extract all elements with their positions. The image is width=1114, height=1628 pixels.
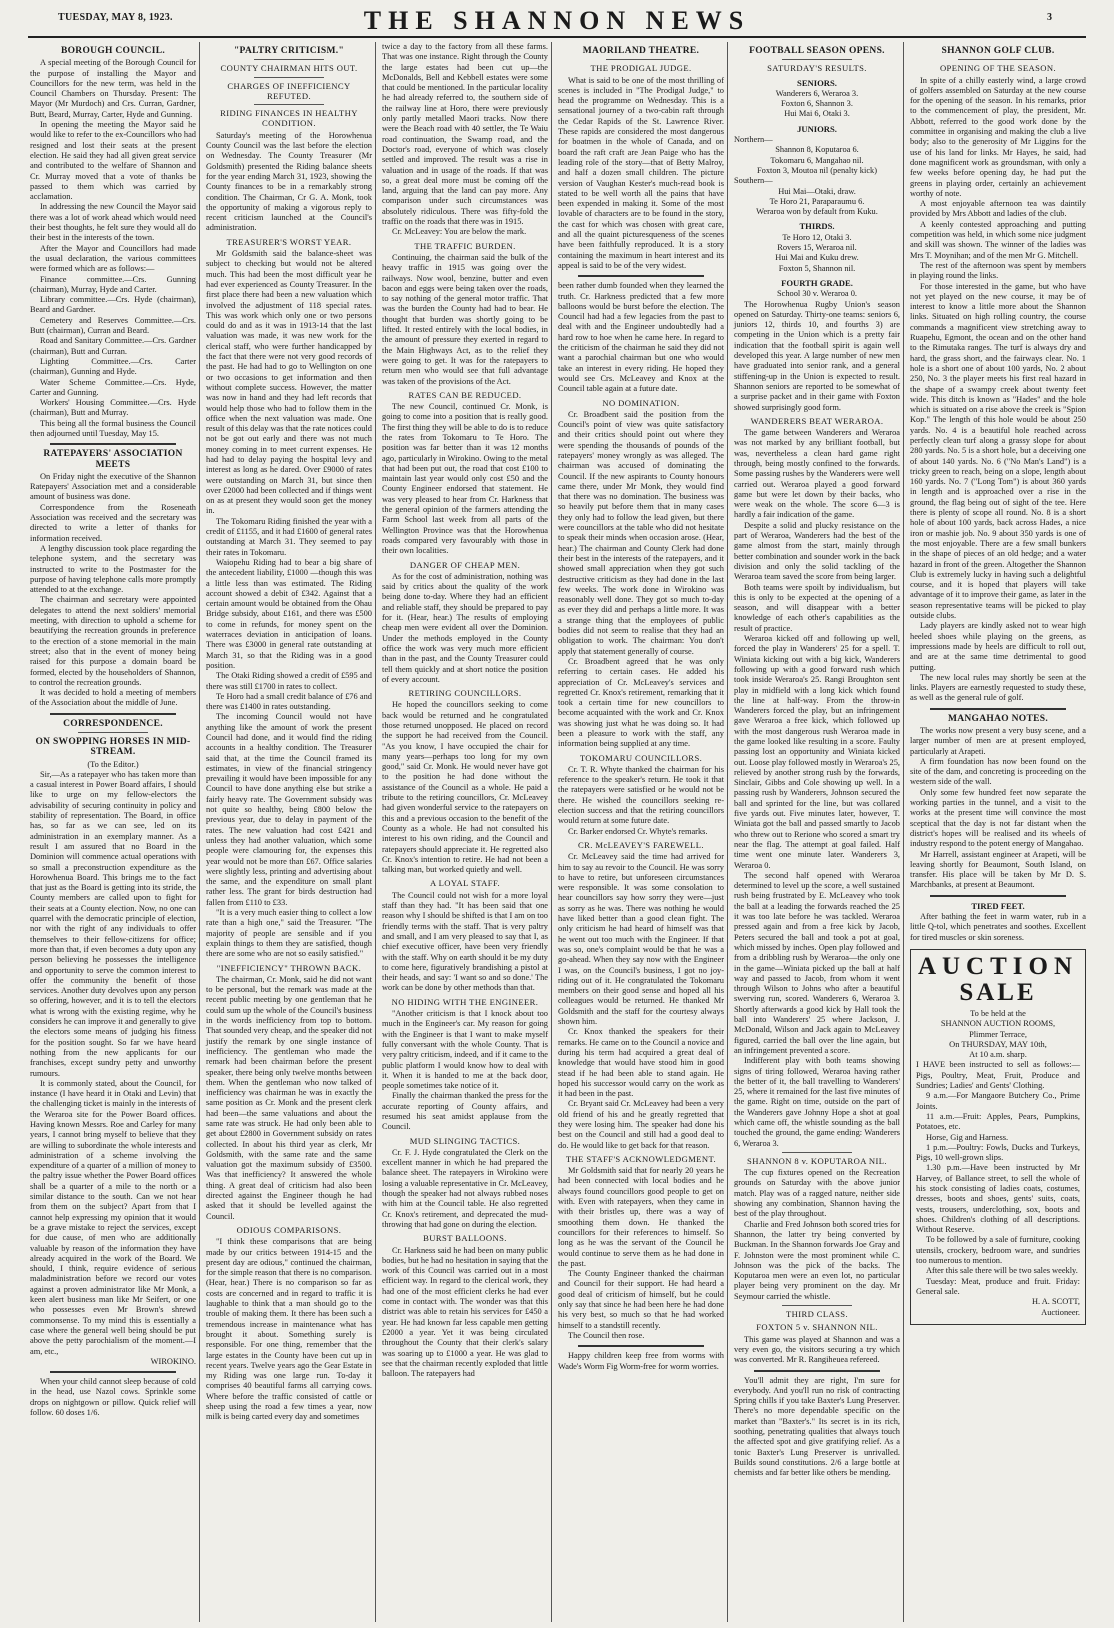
article-paragraph: "Another criticism is that I knock about too much in the Engineer's car. My reason for going with the Engineer is that I want to make myself fully conversant with the whole County. That is very paltry criticism, indeed, and if it came to the public platform I would know how to deal with it. When it is handed to me at the back door, people sometimes take notice of it.: [382, 1009, 548, 1091]
column-4: [556, 42, 726, 1624]
centered-line: Rovers 15, Weraroa nil.: [777, 243, 857, 253]
article-headline: SHANNON GOLF CLUB.: [941, 46, 1055, 56]
article-subheading: SHANNON 8 v. KOPUTAROA NIL.: [747, 1155, 887, 1166]
article-subheading: OPENING OF THE SEASON.: [939, 63, 1057, 74]
auction-body: To be followed by a sale of furniture, cooking utensils, crockery, bedroom ware, and sundries too numerous to mention.: [916, 1235, 1080, 1266]
auction-advertisement: [910, 949, 1086, 1325]
article-paragraph: The chairman and secretary were appointed delegates to attend the next soldiers' memorial meeting, with direction to uphold a scheme for beautifying the recreation grounds in preference to the erection of a stone memorial in the main street; also that in the event of money being raised for this purpose a domain board be formed, elected by the householders of Shannon, to control the recreation grounds.: [30, 595, 196, 687]
centered-line: Tokomaru 6, Mangahao nil.: [770, 155, 864, 165]
section-divider: [578, 1345, 704, 1347]
auctioneer-title: Auctioneer.: [1041, 1307, 1080, 1317]
column-divider: [551, 42, 552, 1622]
article-paragraph: Cemetery and Reserves Committee.—Crs. Butt (chairman), Curran and Beard.: [30, 315, 196, 336]
article-headline: ON SWOPPING HORSES IN MID-STREAM.: [35, 737, 191, 758]
column-5: [732, 42, 902, 1624]
article-headline: CORRESPONDENCE.: [63, 718, 163, 729]
auction-time: At 10 a.m. sharp.: [969, 1050, 1027, 1060]
article-paragraph: Lady players are kindly asked not to wear high heeled shoes while playing on the greens, as impressions made by heels are difficult to roll out, and are at the same time detrimental to good putting.: [910, 621, 1086, 672]
article-paragraph: The Council then rose.: [568, 1330, 645, 1340]
article-paragraph: The Council could not wish for a more loyal staff than they had. "It has been said that one reason why I should be shifted is that I am on too friendly terms with the staff. That is very paltry and small, and I am very pleased to say that I, as chief executive officer, have been very friendly with the staff. Why on earth should it be my duty to come here, figuratively brandishing a pistol at their heads, and say: 'I want so and so done.' The work can be done by other methods than that.: [382, 890, 548, 993]
article-paragraph: Mr Goldsmith said that for nearly 20 years he had been connected with local bodies and he always found councillors good people to get on with. Even with ratepayers, when they came in with their bristles up, there was a way of smoothing them down. He thanked the councillors for their references to himself. So long as he was the servant of the Council he would continue to serve them as he had done in the past.: [558, 1166, 724, 1268]
column-divider: [199, 42, 200, 1622]
section-heading: THIRDS.: [799, 221, 835, 232]
article-paragraph: Correspondence from the Roseneath Association was received and the secretary was directed to write a letter of thanks for information received.: [30, 502, 196, 543]
article-paragraph: This game was played at Shannon and was a very even go, the visitors securing a try which was converted. Mr R. Rangiheuea refereed.: [734, 1334, 900, 1365]
article-paragraph: The new local rules may shortly be seen at the links. Players are earnestly requested to study these, as well as the general rule of golf.: [910, 672, 1086, 703]
article-paragraph: twice a day to the factory from all these farms. That was one instance. Right through the County the large estates had been cut up—the McDonalds, Bell and Kebbell estates were some that could be mentioned. In the particular locality he had already referred to, the southern side of the railway line at Horo, there were previously only partly metalled Maori tracks. Now there were the Beach road with 40 settler, the Te Waiu road continuation, the Swamp road, and the Doctor's road, everyone of which was closely settled and improved. The result was a rise in valuation and in usage of the roads. If that was so, a great deal more must be coming off the land, arguing that the land can pay more. Any comparison under such circumstances was absolutely ridiculous. There was fifty-fold the traffic on the roads that there was in 1915.: [382, 42, 548, 227]
article-paragraph: The Horowhenua Rugby Union's season opened on Saturday. Thirty-one teams: seniors 6, juniors 12, thirds 10, and fourths 3) are competing in the Union which is a pretty fair indication that the football spirit is again well developed this year. A large number of new men have graduated into senior rank, and a general stiffening-up in the Union is expected to result. Shannon seniors are reported to be somewhat of a surprise packet and in their game with Foxton showed surprisingly good form.: [734, 299, 900, 412]
centered-line: Foxton 3, Moutoa nil (penalty kick): [756, 165, 878, 175]
section-heading: TIRED FEET.: [971, 900, 1025, 911]
article-headline: "PALTRY CRITICISM.": [233, 46, 345, 56]
auctioneer-name: H. A. SCOTT,: [1031, 1297, 1080, 1307]
centered-line: Hui Mai—Otaki, draw.: [778, 186, 856, 196]
section-divider: [254, 104, 324, 105]
auction-body: 1 p.m.—Poultry: Fowls, Ducks and Turkeys, Pigs, 10 well-grown slips.: [916, 1142, 1080, 1163]
article-paragraph: Cr. Barker endorsed Cr. Whyte's remarks.: [568, 826, 708, 836]
article-subheading: CHARGES OF INEFFICIENCY REFUTED.: [227, 80, 351, 101]
article-subheading: BURST BALLOONS.: [423, 1233, 507, 1244]
article-paragraph: On Friday night the executive of the Shannon Ratepayers' Association met and a considerable amount of business was done.: [30, 471, 196, 502]
article-paragraph: A firm foundation has now been found on the site of the dam, and concreting is proceeding on the western side of the wall.: [910, 756, 1086, 787]
centered-line: Hui Mai and Kuku drew.: [775, 253, 859, 263]
article-headline: FOOTBALL SEASON OPENS.: [749, 46, 885, 56]
article-paragraph: Waiopehu Riding had to bear a big share of the antecedent liability, £1000 —though this was a little less than was estimated. The Riding account showed a debit of £342. Against that a certain amount would be obtained from the Ohau Bridge subsidy, about £161, and there was £500 to come in refunds, for money spent on the waterraces deviation in anticipation of loans. There was £3000 in general rate outstanding at March 31, so that the Riding was in a good position.: [206, 557, 372, 670]
article-paragraph: A keenly contested approaching and putting competition was held, in which some nice judgment and skill was shown. The winner of the ladies was Mrs T. Moynihan; and of the men Mr G. Mitchell.: [910, 219, 1086, 260]
article-subheading: ODIOUS COMPARISONS.: [236, 1224, 342, 1235]
article-paragraph: Water Scheme Committee.—Crs. Hyde, Carter and Gunning.: [30, 377, 196, 397]
section-divider: [930, 708, 1066, 710]
masthead-rule: [28, 36, 1086, 38]
article-headline: MAORILAND THEATRE.: [582, 46, 700, 56]
article-paragraph: As for the cost of administration, nothing was said by critics about the quality of the work being done to-day. Where they had an efficient and reliable staff, they should be prepared to pay for it. (Hear, hear.) The results of employing cheap men were evident all over the Dominion. Under the methods employed in the County office the work was very much more efficient than in the past, and the County Treasurer could tell them quickly and at short notice the position of every account.: [382, 571, 548, 684]
section-divider: [782, 1305, 852, 1306]
issue-date: TUESDAY, MAY 8, 1923.: [58, 12, 173, 23]
article-subheading: THE STAFF'S ACKNOWLEDGMENT.: [565, 1153, 717, 1164]
article-paragraph: Cr. Broadbent agreed that he was only referring to certain cases. He added his appreciation of Cr. McLeavey's services and regretted Cr. Knox's retirement, remarking that it took a certain time for new councillors to become acquainted with the work and Cr. Knox was showing just what he was doing so. It had been a pleasure to work with the staff, any information being supplied at any time.: [558, 656, 724, 749]
article-paragraph: Weraroa kicked off and following up well, forced the play in Wanderers' 25 for a spell. T. Winiata kicking out with a big kick, Wanderers following up with a good forward rush which took inside Weraroa's 25. Rangi Broughton sent play in midfield with a long kick which found the line at half-way. From the throw-in Wanderers forced the play, but an infringement gave Weraroa a free kick, which followed up with the most dangerous rush Weraroa made in the game looked like resulting in a score. Faulty passing lost an opportunity and Winiata kicked out. Loose play followed mostly in Weraroa's 25, relieved by another strong rush by the forwards, Sinclair, Gibbs and Cole showing up well. In a passing rush by Wanderers, Johnson secured the ball and sprinted for the line, but was collared five yards out. Five minutes later, however, T. Winiata got the ball and passed smartly to Jacob who threw out to Rerione who scored a smart try near the flag. The attempt at goal failed. Half time went one minute later. Wanderers 3, Weraroa 0.: [734, 634, 900, 870]
article-paragraph: The works now present a very busy scene, and a larger number of men are at present employed, particularly at Arapeti.: [910, 726, 1086, 756]
article-paragraph: It is commonly stated, about the Council, for instance (I have heard it in Otaki and Levin) that the challenging ticket is mainly in the interests of the Weraroa site for the Power Board offices. Having known Messrs. Roe and Carley for many years, I cannot bring myself to believe that they are willing to subordinate the whole interests and administration of a scheme involving the expenditure of a quarter of a million of money to the paltry issue whether the Power Board offices shall be a quarter of a mile to the north or a similar distance to the south. Can we not hear from them on the subject? Apart from that I cannot help expressing my opinion that it would be a grave mistake to reject the services, except for due cause, of men who are additionally valuable by reason of the information they have already acquired in the work of the Board. We should, I think, require evidence of serious maladministration before we record our votes against a proven administrator like Mr Monk, a keen alert business man like Mr Seifert, or one who possesses even Mr Brown's shrewd commonsense. To my mind this is essentially a case where the general well being should be put above the petty parochialism of the moment.—I am, etc.,: [30, 1078, 196, 1356]
article-subheading: CR. McLEAVEY'S FAREWELL.: [578, 839, 704, 850]
centered-line: Shannon 8, Koputaroa 6.: [775, 145, 859, 155]
section-divider: [782, 1152, 852, 1153]
article-paragraph: Cr. F. J. Hyde congratulated the Clerk on the excellent manner in which he had prepared the balance sheet. The ratepayers in Wirokino were losing a valuable representative in Cr. McLeavey, though the speaker had not always rubbed noses with him at the Council table. He also regretted Cr. Knox's retirement, and deprecated the mud-throwing that had gone on during the election.: [382, 1147, 548, 1229]
article-paragraph: A most enjoyable afternoon tea was daintily provided by Mrs Abbott and ladies of the club.: [910, 199, 1086, 219]
article-paragraph: Charlie and Fred Johnson both scored tries for Shannon, the latter try being converted by Buckman. In the Shannon forwards Joe Gray and F. Johnston were the most prominent while C. Johnson was the pick of the backs. The Koputaroa men were an even lot, no particular player being very prominent on the day. Mr Seymour carried the whistle.: [734, 1219, 900, 1301]
article-paragraph: You'll admit they are right, I'm sure for everybody. And you'll run no risk of contracting Spring chills if you take Baxter's Lung Preserver. There's no more dependable specific on the market than "Baxter's." Its secret is in its rich, soothing, penetrating qualities that always touch the affected spot and give gratifying relief. As a tonic Baxter's Lung Preserver is unrivalled. Builds sound constitutions. 2/6 a large bottle at chemists and far better like others be mending.: [734, 1375, 900, 1478]
article-subheading: RIDING FINANCES IN HEALTHY CONDITION.: [220, 108, 358, 129]
article-paragraph: "It is a very much easier thing to collect a low rate than a high one," said the Treasurer. "The majority of people are sensible and if you explain things to them they are satisfied, though there are some who are not so easily satisfied.": [206, 908, 372, 959]
auction-body: Horse, Gig and Harness.: [926, 1132, 1009, 1142]
article-paragraph: Finance committee.—Crs. Gunning (chairman), Murray, Hyde and Carter.: [30, 274, 196, 294]
article-paragraph: Only some few hundred feet now separate the working parties in the tunnel, and a visit to the works at the present time will convince the most sceptical that the day is not far distant when the district's hopes will be realised and its wheels of industry respond to the potent energy of Mangahao.: [910, 787, 1086, 849]
article-paragraph: Finally the chairman thanked the press for the accurate reporting of County affairs, and resumed his seat amidst applause from the Council.: [382, 1091, 548, 1132]
article-paragraph: Te Horo had a small credit balance of £76 and there was £1400 in rates outstanding.: [206, 691, 372, 712]
article-paragraph: When your child cannot sleep because of cold in the head, use Nazol cows. Sprinkle some drops on nightgown or pillow. Quick relief will follow. 60 doses 1/6.: [30, 1377, 196, 1417]
article-paragraph: The new Council, continued Cr. Monk, is going to come into a position that is really good. The first thing they will be able to do is to reduce the rates from Tokomaru to Te Horo. The position was far better than it was 12 months ago, particularly in Wirokino. Owing to the metal that had been put out, the road that cost £100 to maintain last year would only cost £50 and the County Engineer endorsed that statement. He was very pleased to hear from Cr. Harkness that the general opinion of the farmers attending the Farm School last week from all parts of the Wellington Province was that the Horowhenua roads compared very favourably with those in their own localities.: [382, 402, 548, 556]
article-subheading: TOKOMARU COUNCILLORS.: [579, 752, 703, 763]
centered-line: Wanderers 6, Weraroa 3.: [775, 88, 859, 98]
column-2: [204, 42, 374, 1624]
article-subheading: NO DOMINATION.: [602, 397, 680, 408]
section-heading: SENIORS.: [797, 77, 837, 88]
article-subheading: SATURDAY'S RESULTS.: [767, 63, 867, 74]
article-paragraph: Road and Sanitary Committee.—Crs. Gardner (chairman), Butt and Curran.: [30, 336, 196, 356]
article-paragraph: The game between Wanderers and Weraroa was not marked by any brilliant football, but was, nevertheless a clean hard game right through, being mostly confined to the forwards. Some passing rushes by the Wanderers were well carried out. Weraroa played a good forward game but were let down by their backs, who were weak on the whole. The score 6—3 is hardly a fair indication of the game.: [734, 428, 900, 520]
section-divider: [78, 732, 148, 733]
article-paragraph: Saturday's meeting of the Horowhenua County Council was the last before the election on Wednesday. The County Treasurer (Mr Goldsmith) presented the Riding balance sheets for the year ending March 31, 1923, showing the County finances to be in a remarkably strong condition. The Chairman, Cr G. A. Monk, took the opportunity of making a vigorous reply to recent criticism launched at the Council's administration.: [206, 130, 372, 233]
centered-line: Te Horo 21, Paraparaumu 6.: [769, 196, 865, 206]
auction-body: I HAVE been instructed to sell as follows:—Pigs, Poultry, Meat, Fruit, Produce and Sundries; Ladies' and Gents' Clothing.: [916, 1060, 1080, 1091]
article-paragraph: "I think these comparisons that are being made by our critics between 1914-15 and the present day are odious," continued the chairman, for the simple reason that there is no comparison. (Hear, hear.) There is no comparison so far as costs are concerned and in regard to traffic it is laughable to think that a man should go to the trouble of making them. It there has been such a tremendous increase in maintenance what has brought it about. Something surely is responsible. For one thing, remember that the large estates in the County have been cut up in recent years. Twelve years ago the Gear Estate in my Riding was one large run. To-day it comprises 40 beautiful farms all carrying cows. Where before the traffic consisted of cattle or sheep using the road a few times a year, now milk is being carted every day and sometimes: [206, 1237, 372, 1422]
article-paragraph: Cr. Broadbent said the position from the Council's point of view was quite satisfactory and their critics should point out where they were spending the thousands of pounds of the ratepayers' money wrongly as was alleged. The chairman was accused of dominating the Council. If the new aspirants to County honours came there, under Mr Monk, they would find that there was no domination. The business was so heavily put before them that in many cases they only had to follow the lead given, but there were councillors at the table who did not hesitate to speak their minds when occasion arose. (Hear, hear.) The chairman and County Clerk had done their best in the interests of the ratepayers, and it showed small appreciation when they got such destructive criticism as they had done in the last few weeks. The work done in Wirokino was reasonably well done. They got so much to-day as ever they did and perhaps a little more. It was a strange thing that the employees of public bodies did not seem to realise that they had an obligation to work. The chairman: You don't apply that statement generally of course.: [558, 409, 724, 656]
article-paragraph: The County Engineer thanked the chairman and Council for their support. He had heard a good deal of criticism of himself, but he could only say that since he had been here he had done his very best, so much so that he had worked himself to a standstill recently.: [558, 1269, 724, 1330]
column-divider: [727, 42, 728, 1622]
article-paragraph: Mr Harrell, assistant engineer at Arapeti, will be leaving shortly for Beaumont, South Island, on transfer. His place will be taken by Mr D. S. Marchbanks, at present at Beaumont.: [910, 849, 1086, 890]
centered-line: Foxton 6, Shannon 3.: [781, 99, 853, 109]
article-subheading: THE PRODIGAL JUDGE.: [590, 63, 692, 74]
column-1: [28, 42, 198, 1624]
article-paragraph: Indifferent play with both teams showing signs of tiring followed, Weraroa having rather the better of it, the ball travelling to Wanderers' 25, where it remained for the last five minutes of the game. Right on time, outside on the part of the Wanderers gave Johnny Hope a shot at goal which came off, the whistle sounding as the ball touched the ground, the game ending: Wanderers 6, Weraroa 3.: [734, 1056, 900, 1148]
auction-date: On THURSDAY, MAY 10th,: [949, 1039, 1047, 1049]
article-subheading: THIRD CLASS.: [785, 1309, 849, 1320]
article-paragraph: Both teams were spoilt by individualism, but this is only to be expected at the opening of a season, and will disappear with a better knowledge of each other's capabilities as the result of practice.: [734, 582, 900, 633]
article-paragraph: A special meeting of the Borough Council for the purpose of installing the Mayor and Councillors for the new term, was held in the Council Chambers on Thursday. Present: The Mayor (Mr Murdoch) and Crs. Curran, Gardner, Butt, Beard, Murray, Carter, Hyde and Gunning.: [30, 58, 196, 119]
newspaper-title: THE SHANNON NEWS: [363, 6, 751, 35]
column-divider: [375, 42, 376, 1622]
article-subheading: DANGER OF CHEAP MEN.: [409, 559, 521, 570]
article-subheading: MUD SLINGING TACTICS.: [409, 1135, 521, 1146]
article-subheading: A LOYAL STAFF.: [429, 878, 501, 889]
section-divider: [254, 59, 324, 60]
article-subheading: RETIRING COUNCILLORS.: [408, 688, 522, 699]
article-paragraph: Cr. Knox thanked the speakers for their remarks. He came on to the Council a novice and during his term had acquired a great deal of knowledge that would have stood him in good stead if he had been able to stand again. He hoped his successor would carry on the work as it had been in the past.: [558, 1027, 724, 1099]
auction-heading: AUCTION: [917, 952, 1079, 980]
article-subheading: "INEFFICIENCY" THROWN BACK.: [216, 962, 362, 973]
article-paragraph: In spite of a chilly easterly wind, a large crowd of golfers assembled on Saturday at the new course for the opening of the season. In his remarks, prior to the commencement of play, the president, Mr. Abbott, referred to the good work done by the committee in organising and making the club a live body; also to the generosity of Mr Liggins for the use of his land for links. Mr Hayes, he said, had done magnificent work as groundsman, with only a few weeks before opening day, he had put the greens in playing order, certainly an achievement worthy of note.: [910, 75, 1086, 198]
article-paragraph: Happy children keep free from worms with Wade's Worm Fig Worm-free for worm worries.: [558, 1351, 724, 1371]
article-subheading: TREASURER'S WORST YEAR.: [226, 236, 352, 247]
section-divider: [958, 59, 1038, 60]
page-number: 3: [1047, 12, 1052, 23]
article-paragraph: Sir,—As a ratepayer who has taken more than a casual interest in Power Board affairs, I should like to urge on my fellow-electors the advisability of securing continuity in policy and stability of representation. The Board, in office has, so far as we can see, led on its administration in an exemplary manner. As a result I am assured that no Board in the Dominion will commence actual operations with so small a preconstruction expenditure as the Horowhenua Board. This brings me to the fact that just as the Board is getting into its stride, the County members are called upon to fight for their seats at a County election. Now, no one can quarrel with the democratic principle of election, nor with the right of any individuals to offer themselves to their fellow-citizens for office; more than that, if even becomes a duty upon any person believing he possesses the intelligence and opportunity to serve the common interest to offer the community the benefit of those services. Another duty devolves upon any person so offering, however, and it is to tell the electors what is wrong with the existing regime, why he considers he can improve it and generally to give the electors some means of judging his fitness for the position sought. So far we have heard nothing from the new applicants for our franchises, except sundry petty and unworthy rumours.: [30, 769, 196, 1078]
article-paragraph: Continuing, the chairman said the bulk of the heavy traffic in 1915 was going over the railways. Now wool, benzine, butter and even bacon and eggs were being taken over the roads, to say nothing of the general motor traffic. That was the burden the County had had to bear. He thought that burden was shortly going to be lifted. It rested entirely with the local bodies, in the amount of pressure they exerted in regard to the Main Highways Act, as to the relief they were going to get. It was for the ratepayers to return men who would see that full advantage was taken of the provisions of the Act.: [382, 252, 548, 386]
article-paragraph: In opening the meeting the Mayor said he would like to refer to the ex-Councillors who had resigned and lost their seats at the present election. He said they had all given great service and contributed to the welfare of Shannon and Cr. Murray moved that a vote of thanks be passed to them which was carried by acclamation.: [30, 120, 196, 202]
article-subheading: COUNTY CHAIRMAN HITS OUT.: [220, 63, 358, 74]
centered-line: Hui Mai 6, Otaki 3.: [784, 109, 850, 119]
signature: WIROKINO.: [150, 1356, 196, 1366]
centered-line: Foxton 5, Shannon nil.: [778, 263, 856, 273]
article-paragraph: He hoped the councillors seeking to come back would be returned and he congratulated those returned unopposed. He placed on record the support he had received from the Council. "As you know, I have occupied the chair for many years—perhaps too long for my own good," said Cr. Monk. He would never have got to the position he had done without the assistance of the Council as a whole. He paid a tribute to the retiring councillors, Cr. McLeavey had given wonderful service to the ratepayers on this and a previous occasion to the benefit of the County as a whole. He had not consulted his interest to his own riding, and the Council and ratepayers should appreciate it. He regretted also Cr. Knox's intention to retire. He had not been a talking man, but worked quietly and well.: [382, 700, 548, 875]
article-paragraph: In addressing the new Council the Mayor said there was a lot of work ahead which would need their best thoughts, he felt sure they would all do their best in the interests of the town.: [30, 202, 196, 243]
article-paragraph: The cup fixtures opened on the Recreation grounds on Saturday with the above junior match. Play was of a ragged nature, neither side showing any combination, Shannon having the best of the play throughout.: [734, 1168, 900, 1219]
column-divider: [903, 42, 904, 1622]
article-paragraph: For those interested in the game, but who have not yet played on the new course, it may be of interest to know a little more about the Shannon links. Situated on high rolling country, the course commands a magnificent view stretching away to Ruapehu, Egmont, the ocean and on the other hand to the Rimutaka ranges. The turf is always dry and hard, the grass short, and the fairways clear. No. 1 hole is a short one of about 100 yards, No. 2 about 250, No. 3 the player meets his first real hazard in the shape of a swampy creek about twenty feet wide. This ditch is known as "Hades" and the hole which is situated on a rise above the creek is "Spion Kop." The length of this hole would be about 250 yards. No. 4 is a beautiful hole reached across perfectly clean turf along a grassy slope for about 280 yards. No. 5 is a short hole, but a deceiving one of about 140 yards. No. 6 ("No Man's Land") is a tricky green to reach, being on a slope, length about 160 yards. No. 7 ("Long Tom") is about 360 yards in length and is approached over a rise in the ground, the flag being out of sight of the tee. Here there is plenty of scope all round. No. 8 is a short hole of about 100 yards, back across Hades, a nice iron or mashie job. No. 9 about 350 yards is one of the most enjoyable. There are a few small bunkers in the shape of pieces of an old hedge; and a water hazard in front of the green. Altogether the Shannon Club is extremely lucky in having such a delightful course, and it is hoped that players will take advantage of it to improve their game, as later in the season representative teams will be picked to play outside clubs.: [910, 281, 1086, 621]
auction-address: Plimmer Terrace,: [969, 1029, 1027, 1039]
article-paragraph: Workers' Housing Committee.—Crs. Hyde (chairman), Butt and Murray.: [30, 398, 196, 418]
article-paragraph: This being all the formal business the Council then adjourned until Tuesday, May 15.: [30, 418, 196, 438]
article-paragraph: Northern—: [734, 135, 773, 145]
auction-body: After this sale there will be two sales weekly.: [926, 1266, 1078, 1276]
article-subheading: WANDERERS BEAT WERAROA.: [750, 415, 884, 426]
masthead: [0, 0, 1114, 36]
section-divider: [50, 713, 176, 715]
article-paragraph: The second half opened with Weraroa determined to level up the score, a well sustained rush being frustrated by E. McLeavey who took the ball at a leading the forwards reached the 25 it was too late before he was tackled. Weraroa pressed again and from a free kick by Jacob, Peters secured the ball and took a pot at goal, which missed by inches. Open play followed and from a dribbling rush by Weraroa—the only one in the game—Winiata picked up the ball at half way and passed to Jacob, from whom it went through Wilson to Johns who after a beautiful swerving run, scored. Wanderers 6, Weraroa 3. Shortly afterwards a good kick by Hall took the ball into Wanderers' 25 where Jackson, J. McDonald, Wilson and Jack again to McLeavey figured, carried the ball over the line again, but an infringement prevented a score.: [734, 870, 900, 1055]
column-6: [908, 42, 1088, 1624]
section-divider: [606, 59, 676, 60]
column-3: [380, 42, 550, 1624]
section-divider: [782, 59, 852, 60]
article-paragraph: The Otaki Riding showed a credit of £595 and there was still £1700 in rates to collect.: [206, 671, 372, 691]
article-paragraph: Cr. McLeavey: You are below the mark.: [392, 227, 527, 237]
article-paragraph: Library committee.—Crs. Hyde (chairman), Beard and Gardner.: [30, 295, 196, 315]
article-headline: BOROUGH COUNCIL.: [60, 46, 166, 56]
article-paragraph: It was decided to hold a meeting of members of the Association about the middle of June.: [30, 688, 196, 708]
article-paragraph: After the Mayor and Councillors had made the usual declaration, the various committees were formed which are as follows:—: [30, 243, 196, 274]
centered-line: Weraroa won by default from Kuku.: [756, 207, 878, 217]
section-divider: [50, 443, 176, 445]
auction-line: To be held at the: [970, 1008, 1026, 1018]
centered-line: School 30 v. Weraroa 0.: [776, 289, 858, 299]
sale-heading: SALE: [959, 978, 1037, 1006]
article-paragraph: Cr. Bryant said Cr. McLeavey had been a very old friend of his and he greatly regretted that they were losing him. The speaker had done his best on the Council and still had a good deal to do. He would like to get back for that reason.: [558, 1099, 724, 1150]
article-paragraph: The Tokomaru Riding finished the year with a credit of £1155, and it had £1600 of general rates outstanding at March 31. They seemed to pay their rates in Tokomaru.: [206, 516, 372, 557]
article-headline: RATEPAYERS' ASSOCIATION MEETS: [43, 449, 183, 470]
article-paragraph: What is said to be one of the most thrilling of scenes is included in "The Prodigal Judge," to head the programme on Wednesday. This is a sensational journey of a two-cabin raft through the Cedar Rapids of the St. Lawrence River. These rapids are considered the most dangerous for boatmen in the whole of Canada, and on board the raft craft are Jean Paige who has the leading role of the story—that of Betty Malroy, and half a dozen small children. The picture version of Vaughan Kester's much-read book is stated to be well worth all the pains that have been expended in making it. Some of the most lovable of characters are to be found in the story, the cast for which was chosen with great care, and all the quaint picturesqueness of the scenes have been faithfully reproduced. It is a story containing the maximum in heart interest and its appeal is said to be of the very widest.: [558, 75, 724, 270]
section-divider: [254, 77, 324, 78]
article-paragraph: Lighting Committee.—Crs. Carter (chairman), Gunning and Hyde.: [30, 356, 196, 377]
centered-line: (To the Editor.): [87, 759, 139, 769]
article-headline: MANGAHAO NOTES.: [947, 713, 1049, 724]
article-paragraph: Cr. Harkness said he had been on many public bodies, but he had no hesitation in saying that the work of this Council was carried out in a most efficient way. In regard to the clerical work, they had one of the most efficient clerks he had ever come in contact with. The wonder was that this district was able to retain his services for £450 a year. He had known far less capable men getting £2000 a year. Yet it was being circulated throughout the County that their clerk's salary was soaring up to £1000 a year. He was glad to see that the chairman recently exploded that little balloon. The ratepayers had: [382, 1245, 548, 1379]
centered-line: Te Horo 12, Otaki 3.: [782, 232, 852, 242]
article-paragraph: The rest of the afternoon was spent by members in playing round the links.: [910, 260, 1086, 281]
article-paragraph: After bathing the feet in warm water, rub in a little Q-tol, which penetrates and soothes. Excellent for tired muscles or skin soreness.: [910, 912, 1086, 942]
auction-body: 11 a.m.—Fruit: Apples, Pears, Pumpkins, Potatoes, etc.: [916, 1111, 1080, 1132]
article-subheading: THE TRAFFIC BURDEN.: [414, 240, 516, 251]
article-paragraph: Despite a solid and plucky resistance on the part of Weraroa, Wanderers had the best of the game almost from the start, mainly through better combination and sounder work in the back division and only the solid tackling of the Weraroa team saved the score from being larger.: [734, 520, 900, 582]
section-heading: JUNIORS.: [797, 123, 837, 134]
article-subheading: NO HIDING WITH THE ENGINEER.: [391, 996, 539, 1007]
auction-body: 9 a.m.—For Mangaore Butchery Co., Prime Joints.: [916, 1091, 1080, 1111]
article-subheading: FOXTON 5 v. SHANNON NIL.: [756, 1322, 878, 1333]
article-paragraph: The incoming Council would not have anything like the amount of work the present Council had done, and it would find the riding accounts in a healthy condition. The Treasurer said that, at the time the Council framed its estimates, in view of the financial stringency prevailing it would have been impossible for any Council to have done anything else but strike a fairly heavy rate. The Government subsidy was not quite so healthy, being £800 below the previous year, due to delay in payment of the rates. The new valuation had cost £421 and unless they had another valuation, which some people were clamouring for, the expenses this year would not be more than £67. Office salaries were slightly less, printing and advertising about the same, and the expenditure on small plant rather less. The grant for birds destruction had fallen from £110 to £33.: [206, 712, 372, 907]
article-paragraph: been rather dumb founded when they learned the truth. Cr. Harkness predicted that a few more balloons would be burst before the election. The Council had had a few legacies from the past to deal with and the Engineer undoubtedly had a hard row to hoe when he came here. In regard to the criticism of the chairman he said they did not want a parochial chairman but one who would take an interest in every riding. He hoped they would see Crs. McLeavey and Knox at the Council table again at a future date.: [558, 281, 724, 394]
article-subheading: RATES CAN BE REDUCED.: [408, 389, 522, 400]
section-divider: [50, 1371, 176, 1373]
section-divider: [754, 1370, 880, 1372]
article-paragraph: Southern—: [734, 176, 773, 186]
auction-body: Tuesday: Meat, produce and fruit. Friday: General sale.: [916, 1276, 1080, 1296]
article-paragraph: Mr Goldsmith said the balance-sheet was subject to checking but would not be altered much. This had been the most difficult year he had ever experienced as County Treasurer. In the first place there had been a new valuation which involved the adjustment of 118 special rates. This was work which only one or two persons could do and as it was in 1913-14 that the last valuation was made, it was new work for the clerical staff, who were further handicapped by the fact that there were not very good records of the past. He had had to go to Wellington on one or two occasions to get information and then without complete success. However, the matter was now in hand and they had left records that would help those who had to follow them in the office when the next valuation was made. One result of this delay was that the rate notices could not be got out early and there was not much money coming in to meet current expenses. He had had to delay paying the hospital levy and interest as long as he dared. Over £9000 of rates were outstanding on March 31, but since then over £2000 had been collected and if things went on as at present they would soon get the money in.: [206, 249, 372, 516]
section-heading: FOURTH GRADE.: [781, 277, 853, 288]
auction-venue: SHANNON AUCTION ROOMS,: [940, 1019, 1056, 1029]
section-divider: [930, 895, 1066, 897]
article-paragraph: The chairman, Cr. Monk, said he did not want to be personal, but the remark was made at the recent public meeting by one gentleman that he could sum up the whole of the Council's business in the words inefficiency from top to bottom. That sounded very cheap, and the speaker did not justify the remark by one single instance of inefficiency. The gentleman who made the remark had been chairman before the present speaker, there being only twelve months between them. When the gentleman who now talked of inefficiency was chairman he was in exactly the same position as Cr. Monk and the present clerk had been—the same valuations and about the same rate was struck. He had only been able to get about £2800 in Government subsidy on rates collected. In about his third year as clerk, Mr Goldsmith, with the same rate and the same valuation got the maximum subsidy of £3500. Was that inefficiency? It answered the whole thing. A great deal of criticism had also been directed against the Engineer though he had asked that it should be levelled against the Council.: [206, 974, 372, 1221]
article-paragraph: Cr. T. R. Whyte thanked the chairman for his reference to the speaker's return. He took it that the ratepayers were satisfied or he would not be there. He wished the councillors seeking re-election success and that the retiring councillors would return at some future date.: [558, 764, 724, 826]
article-paragraph: A lengthy discussion took place regarding the telephone system, and the secretary was instructed to write to the Postmaster for the purpose of having telephone calls more promptly attended to at the exchange.: [30, 543, 196, 595]
section-divider: [578, 275, 704, 277]
auction-body: 1.30 p.m.—Have been instructed by Mr Harvey, of Ballance street, to sell the whole of his stock consisting of ladies coats, costumes, dresses, boots and shoes, gents' suits, coats, vests, trousers, underclothing, sox, boots and shoes. Children's clothing of all descriptions. Without Reserve.: [916, 1163, 1080, 1235]
article-paragraph: Cr. McLeavey said the time had arrived for him to say au revoir to the Council. He was sorry to have to retire, but unforeseen circumstances were responsible. It was some consolation to hear councillors say how sorry they were—just as sorry as he was. There was nothing he would have liked better than a good clean fight. The only criticism he had heard of himself was that he went out too much with the Engineer. If that was so, one's complaint would be that he was a go-ahead. When they say now with the Engineer I was, on the Council's business, I got no joy-riding out of it. He congratulated the Tokomaru members on their good sense and hoped all his colleagues would be returned. He thanked Mr Goldsmith and the staff for the courtesy always shown him.: [558, 852, 724, 1027]
